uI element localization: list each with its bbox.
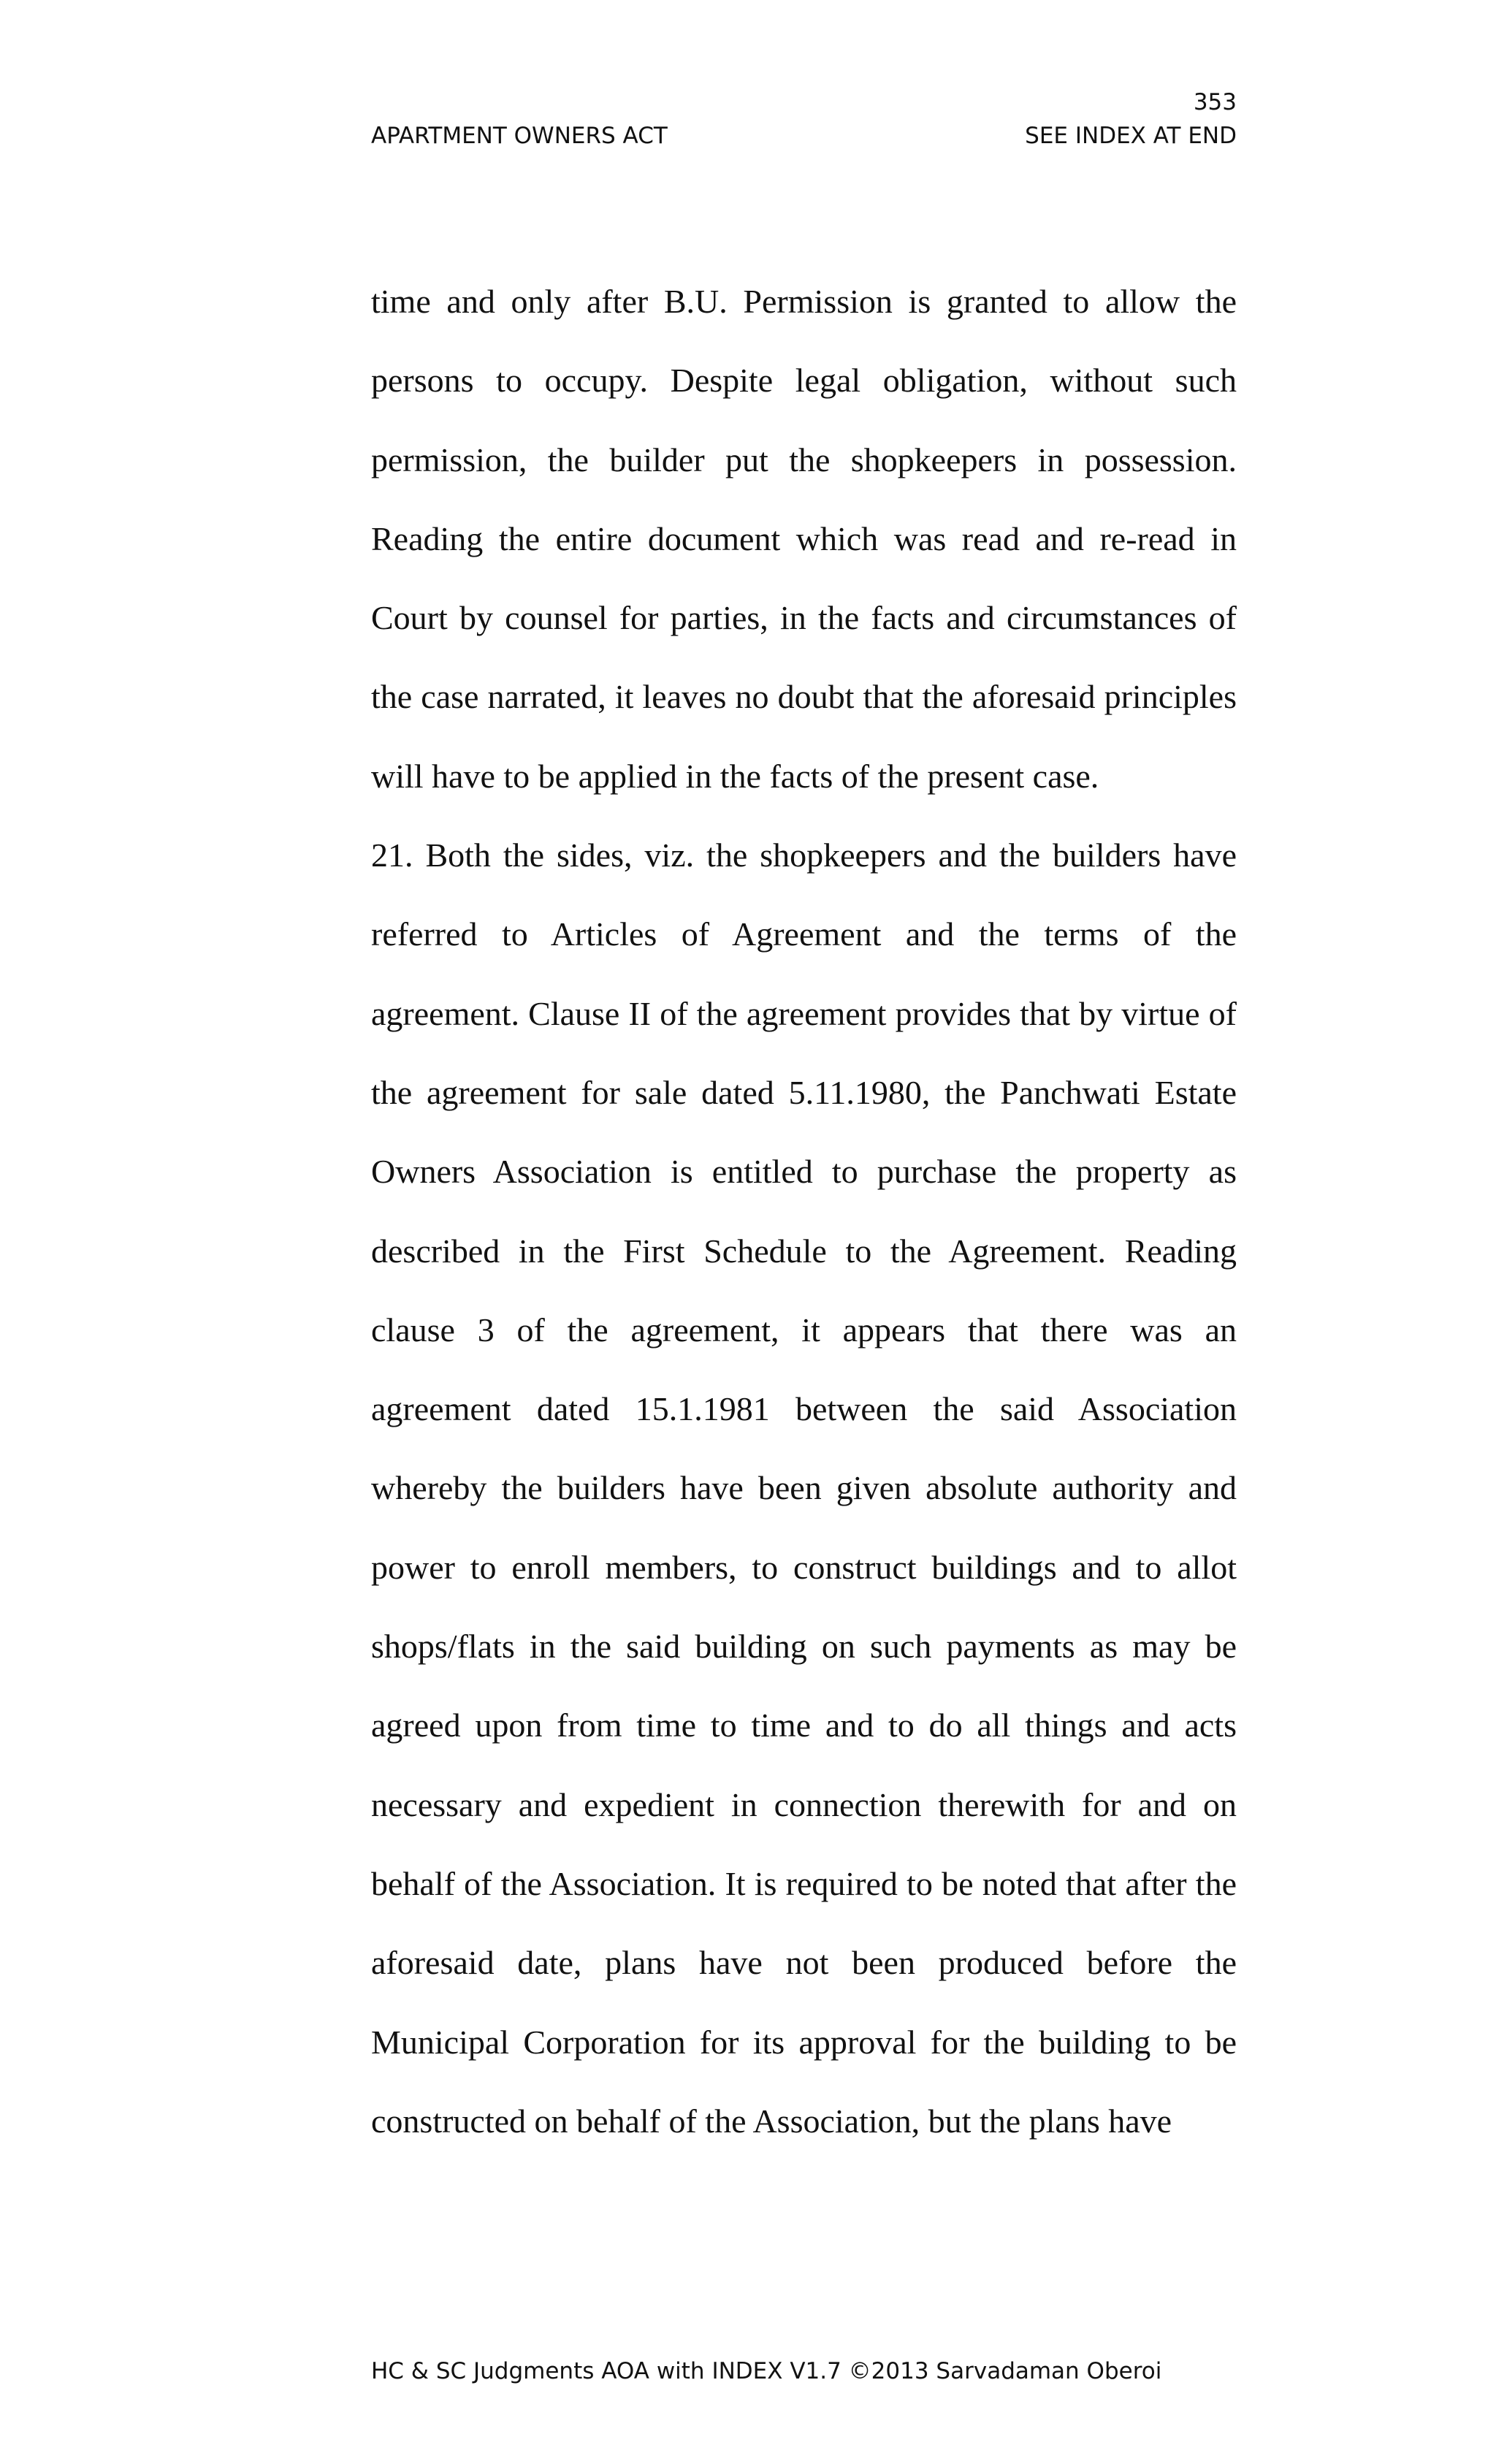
document-body: [371, 262, 1237, 2161]
page-number: 353: [1193, 89, 1237, 115]
paragraph-21: 21. Both the sides, viz. the shopkeepers and the builders have referred to Articles of Agreement and the terms of the agreement. Clause II of the agreement provides that by virtue of the agreement for sale dated 5.11.1980, the Panchwati Estate Owners Association is entitled to purchase the property as described in the First Schedule to the Agreement. Reading clause 3 of the agreement, it appears that there was an agreement dated 15.1.1981 between the said Association whereby the builders have been given absolute authority and power to enroll members, to construct buildings and to allot shops/flats in the said building on such payments as may be agreed upon from time to time and to do all things and acts necessary and expedient in connection therewith for and on behalf of the Association. It is required to be noted that after the aforesaid date, plans have not been produced before the Municipal Corporation for its approval for the building to be constructed on behalf of the Association, but the plans have: [371, 836, 1237, 2140]
running-header-index-note: SEE INDEX AT END: [1025, 123, 1237, 149]
running-header-title: APARTMENT OWNERS ACT: [371, 123, 668, 149]
page-footer: HC & SC Judgments AOA with INDEX V1.7 ©2013 Sarvadaman Oberoi: [371, 2358, 1162, 2384]
paragraph-continuation: time and only after B.U. Permission is granted to allow the persons to occupy. Despite legal obligation, without such permission, the builder put the shopkeepers in possession. Reading the entire document which was read and re-read in Court by counsel for parties, in the facts and circumstances of the case narrated, it leaves no doubt that the aforesaid principles will have to be applied in the facts of the present case.: [371, 283, 1237, 795]
